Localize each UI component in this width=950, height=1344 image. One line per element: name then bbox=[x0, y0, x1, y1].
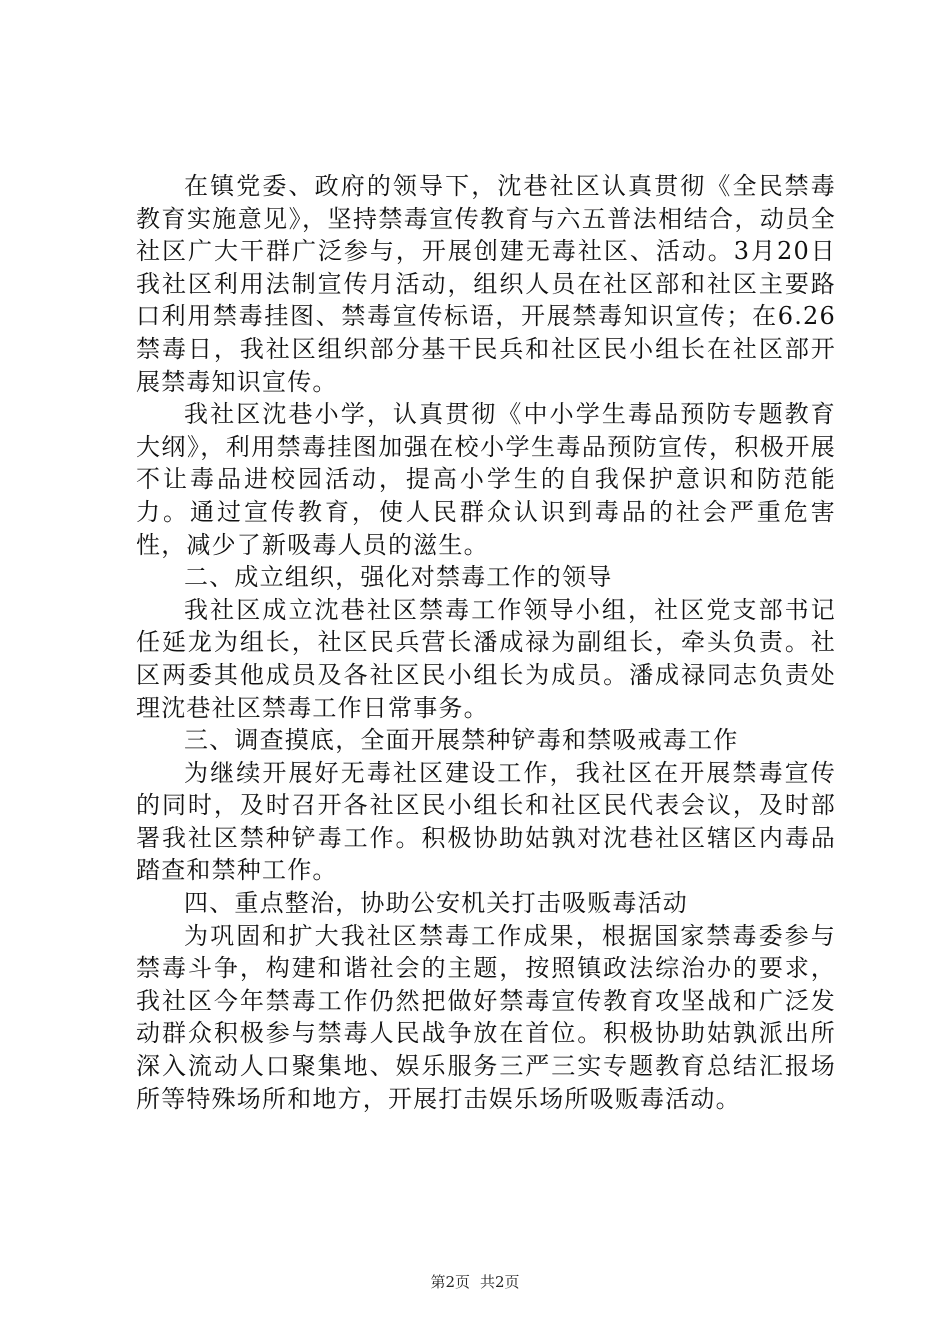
page-number: 第2页 bbox=[430, 1273, 470, 1291]
document-body bbox=[136, 170, 836, 1115]
section-heading-investigation: 三、调查摸底，全面开展禁种铲毒和禁吸戒毒工作 bbox=[184, 726, 739, 755]
section-heading-crackdown: 四、重点整治，协助公安机关打击吸贩毒活动 bbox=[184, 889, 688, 918]
paragraph-police-cooperation: 为巩固和扩大我社区禁毒工作成果，根据国家禁毒委参与禁毒斗争，构建和谐社会的主题，按照镇政法综治办的要求，我社区今年禁毒工作仍然把做好禁毒宣传教育攻坚战和广泛发动群众积极参与禁毒人民战争放在首位。积极协助姑孰派出所深入流动人口聚集地、娱乐服务三严三实专题教育总结汇报场所等特殊场所和地方，开展打击娱乐场所吸贩毒活动。 bbox=[136, 921, 836, 1113]
page-footer bbox=[0, 1272, 950, 1292]
section-heading-organization: 二、成立组织，强化对禁毒工作的领导 bbox=[184, 563, 613, 592]
page-total: 共2页 bbox=[480, 1273, 520, 1291]
paragraph-leadership-group: 我社区成立沈巷社区禁毒工作领导小组，社区党支部书记任延龙为组长，社区民兵营长潘成禄为副组长，牵头负责。社区两委其他成员及各社区民小组长为成员。潘成禄同志负责处理沈巷社区禁毒工作日常事务。 bbox=[136, 595, 836, 722]
paragraph-drug-free-community: 为继续开展好无毒社区建设工作，我社区在开展禁毒宣传的同时，及时召开各社区民小组长和社区民代表会议，及时部署我社区禁种铲毒工作。积极协助姑孰对沈巷社区辖区内毒品踏查和禁种工作。 bbox=[136, 758, 836, 885]
paragraph-school-prevention: 我社区沈巷小学，认真贯彻《中小学生毒品预防专题教育大纲》，利用禁毒挂图加强在校小学生毒品预防宣传，积极开展不让毒品进校园活动，提高小学生的自我保护意识和防范能力。通过宣传教育，使人民群众认识到毒品的社会严重危害性，减少了新吸毒人员的滋生。 bbox=[136, 400, 836, 559]
paragraph-drug-education: 在镇党委、政府的领导下，沈巷社区认真贯彻《全民禁毒教育实施意见》，坚持禁毒宣传教育与六五普法相结合，动员全社区广大干群广泛参与，开展创建无毒社区、活动。3月20日我社区利用法制宣传月活动，组织人员在社区部和社区主要路口利用禁毒挂图、禁毒宣传标语，开展禁毒知识宣传；在6.26禁毒日，我社区组织部分基干民兵和社区民小组长在社区部开展禁毒知识宣传。 bbox=[136, 172, 836, 396]
